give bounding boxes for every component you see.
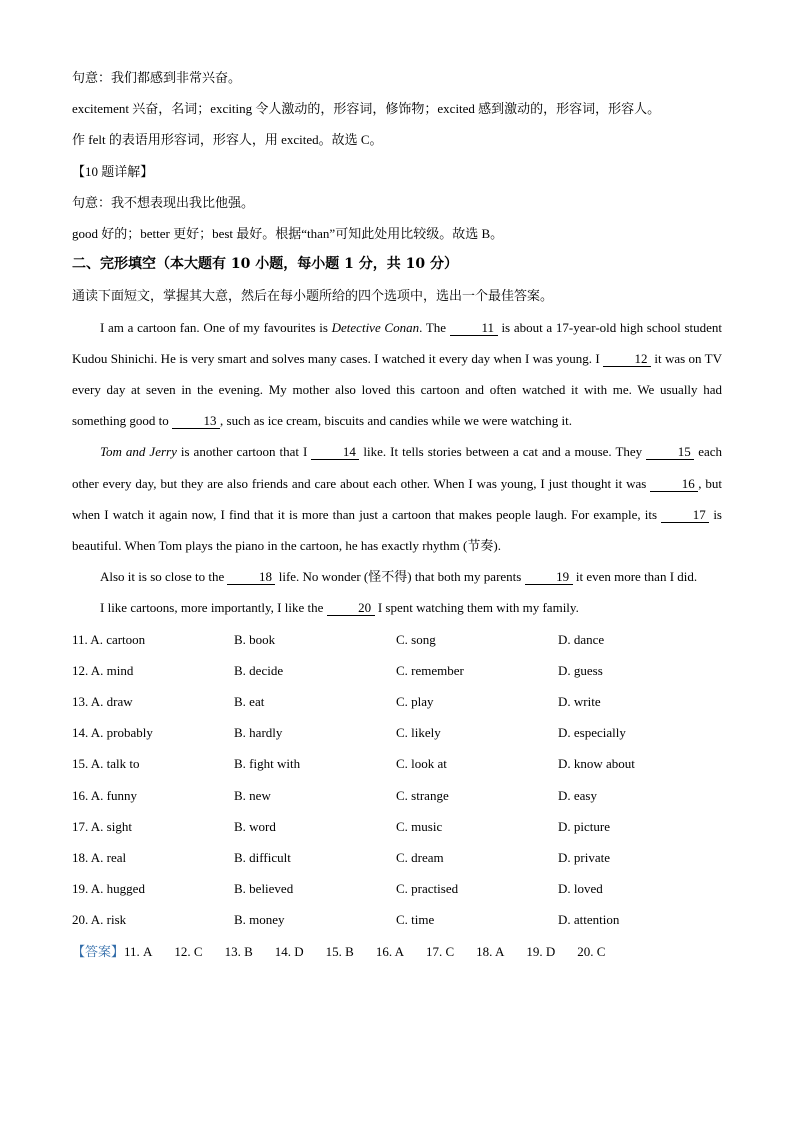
explain-line-4: 句意：我不想表现出我比他强。 bbox=[72, 194, 255, 210]
option-16-d: D. easy bbox=[558, 787, 597, 803]
option-row-13 bbox=[72, 686, 722, 717]
option-19-a: 19. A. hugged bbox=[72, 881, 145, 897]
passage-paragraph-2: Tom and Jerry is another cartoon that I 14 like. It tells stories between a cat and a mouse. They 15 each other every day, but they are also friends and care about each other. When I was young, I just thought it was 16 , but when I watch it again now, I find that it is more than just a cartoon that makes people laugh. For example, its 17 is beautiful. When Tom plays the piano in the cartoon, he has exactly rhythm (节奏). bbox=[72, 444, 723, 554]
option-17-a: 17. A. sight bbox=[72, 818, 132, 834]
blank-13: 13 bbox=[172, 414, 220, 429]
explain-line-1: 句意：我们都感到非常兴奋。 bbox=[72, 70, 242, 85]
option-18-c: C. dream bbox=[396, 850, 444, 866]
section-instruction: 通读下面短文，掌握其大意，然后在每小题所给的四个选项中，选出一个最佳答案。 bbox=[72, 288, 554, 304]
answer-line bbox=[72, 936, 722, 967]
option-14-d: D. especially bbox=[558, 725, 626, 741]
option-16-a: 16. A. funny bbox=[72, 787, 137, 803]
option-row-20 bbox=[72, 904, 722, 935]
option-row-17 bbox=[72, 811, 722, 842]
blank-12: 12 bbox=[603, 352, 651, 367]
option-12-d: D. guess bbox=[558, 662, 603, 678]
answer-19: 19. D bbox=[526, 943, 556, 959]
explain-line-3: 作 felt 的表语用形容词，形容人，用 excited。故选 C。 bbox=[72, 132, 383, 148]
option-11-d: D. dance bbox=[558, 631, 605, 647]
answer-13: 13. B bbox=[224, 943, 253, 959]
option-11-b: B. book bbox=[234, 631, 276, 647]
option-15-b: B. fight with bbox=[234, 756, 301, 772]
section-title: 二、完形填空（本大题有 10 小题，每小题 1 分，共 10 分） bbox=[72, 256, 458, 273]
option-20-d: D. attention bbox=[558, 912, 620, 928]
option-13-d: D. write bbox=[558, 694, 601, 710]
option-13-b: B. eat bbox=[234, 694, 265, 710]
option-19-b: B. believed bbox=[234, 881, 294, 897]
option-18-a: 18. A. real bbox=[72, 850, 127, 866]
q10-heading: 【10 题详解】 bbox=[72, 163, 154, 179]
option-row-11 bbox=[72, 624, 722, 655]
blank-16: 16 bbox=[650, 477, 698, 492]
answer-17: 17. C bbox=[426, 943, 455, 959]
option-17-c: C. music bbox=[396, 818, 443, 834]
option-18-b: B. difficult bbox=[234, 850, 291, 866]
option-row-12 bbox=[72, 655, 722, 686]
option-row-16 bbox=[72, 780, 722, 811]
option-20-c: C. time bbox=[396, 912, 435, 928]
option-15-a: 15. A. talk to bbox=[72, 756, 140, 772]
answer-tag: 【答案】 bbox=[72, 943, 125, 959]
blank-19: 19 bbox=[525, 570, 573, 585]
option-12-a: 12. A. mind bbox=[72, 662, 134, 678]
option-row-15 bbox=[72, 748, 722, 779]
answer-18: 18. A bbox=[476, 943, 505, 959]
answer-15: 15. B bbox=[325, 943, 354, 959]
option-row-19 bbox=[72, 873, 722, 904]
option-19-c: C. practised bbox=[396, 881, 459, 897]
blank-18: 18 bbox=[227, 570, 275, 585]
option-19-d: D. loved bbox=[558, 881, 603, 897]
option-14-a: 14. A. probably bbox=[72, 725, 153, 741]
option-18-d: D. private bbox=[558, 850, 610, 866]
option-20-b: B. money bbox=[234, 912, 285, 928]
blank-14: 14 bbox=[311, 445, 359, 460]
option-row-14 bbox=[72, 717, 722, 748]
option-17-b: B. word bbox=[234, 818, 276, 834]
option-17-d: D. picture bbox=[558, 818, 610, 834]
option-16-c: C. strange bbox=[396, 787, 449, 803]
answer-11: 11. A bbox=[124, 943, 153, 959]
passage-paragraph-3: Also it is so close to the 18 life. No wonder (怪不得) that both my parents 19 it even more than I did. bbox=[100, 569, 698, 585]
option-16-b: B. new bbox=[234, 787, 271, 803]
option-14-b: B. hardly bbox=[234, 725, 283, 741]
answer-20: 20. C bbox=[577, 943, 606, 959]
title-tom-and-jerry: Tom and Jerry bbox=[100, 444, 177, 460]
option-15-c: C. look at bbox=[396, 756, 447, 772]
option-20-a: 20. A. risk bbox=[72, 912, 127, 928]
passage-paragraph-1: I am a cartoon fan. One of my favourites is Detective Conan. The 11 is about a 17-year-old high school student Kudou Shinichi. He is very smart and solves many cases. I watched it every day when I was young. I 12 it was on TV every day at seven in the evening. My mother also loved this cartoon and often watched it with me. We usually had something good to 13 , such as ice cream, biscuits and candies while we were watching it. bbox=[72, 319, 722, 429]
option-11-a: 11. A. cartoon bbox=[72, 631, 146, 647]
blank-11: 11 bbox=[450, 321, 498, 336]
answer-12: 12. C bbox=[174, 943, 203, 959]
option-13-a: 13. A. draw bbox=[72, 694, 133, 710]
blank-17: 17 bbox=[661, 508, 709, 523]
blank-20: 20 bbox=[327, 601, 375, 616]
document-page bbox=[72, 62, 722, 967]
option-row-18 bbox=[72, 842, 722, 873]
passage-paragraph-4: I like cartoons, more importantly, I like the 20 I spent watching them with my family. bbox=[100, 600, 579, 616]
option-13-c: C. play bbox=[396, 694, 434, 710]
explain-line-5: good 好的；better 更好；best 最好。根据“than”可知此处用比较级。故选 B。 bbox=[72, 226, 504, 242]
title-detective-conan: Detective Conan bbox=[331, 319, 420, 335]
explain-line-2: excitement 兴奋，名词；exciting 令人激动的，形容词，修饰物；excited 感到激动的，形容词，形容人。 bbox=[72, 101, 661, 117]
blank-15: 15 bbox=[646, 445, 694, 460]
option-12-b: B. decide bbox=[234, 662, 284, 678]
answer-14: 14. D bbox=[274, 943, 304, 959]
option-15-d: D. know about bbox=[558, 756, 635, 772]
answer-16: 16. A bbox=[375, 943, 404, 959]
options-list bbox=[72, 624, 722, 936]
option-12-c: C. remember bbox=[396, 662, 464, 678]
option-11-c: C. song bbox=[396, 631, 436, 647]
option-14-c: C. likely bbox=[396, 725, 441, 741]
